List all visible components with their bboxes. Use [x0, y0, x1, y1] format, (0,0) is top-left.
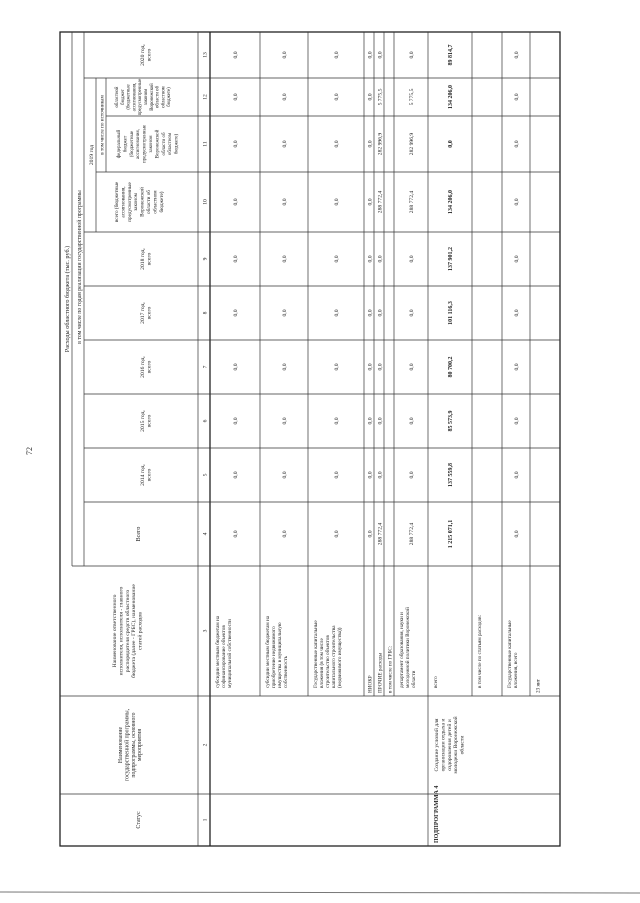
table-row [507, 51, 520, 688]
y2015-header [140, 410, 152, 432]
row-value: 0,0 [367, 51, 374, 59]
row-executor [398, 607, 417, 688]
row-value: 0,0 [514, 417, 520, 425]
column-number: 4 [202, 532, 209, 536]
text-line: Статус [136, 811, 142, 829]
row-value: 89 814,7 [448, 44, 454, 66]
text-line: ассигнования, [136, 129, 142, 159]
row-status [434, 786, 440, 843]
text-line: бюджете) [167, 87, 173, 107]
text-line: ПОДПРОГРАММА 4 [434, 785, 440, 843]
y2016-header [140, 356, 152, 378]
text-line: (недвижимого имущества)) [337, 627, 343, 688]
text-line: капитального строительства [331, 625, 337, 688]
row-value: 0,0 [233, 140, 239, 148]
row-name [433, 716, 466, 773]
table-body [214, 45, 542, 844]
table-row [477, 614, 483, 688]
row-value: 0,0 [282, 198, 288, 206]
text-line: Наименование [118, 726, 124, 764]
page-edge [0, 892, 640, 893]
row-value: 0,0 [367, 471, 374, 479]
text-line: вложения (в том числе [319, 638, 325, 688]
text-line: департамент образования, науки и [399, 612, 405, 688]
text-line: предусмотренные [142, 124, 148, 164]
text-line: всего [146, 360, 153, 374]
row-value: 0,0 [334, 93, 340, 101]
row-value: 0,0 [233, 530, 239, 538]
text-line: Создание условий для [434, 718, 440, 772]
row-value: 288 772,4 [409, 522, 415, 546]
text-line: субсидии местным бюджетам на [215, 615, 221, 688]
row-value: 0,0 [377, 309, 384, 317]
text-line: областной [115, 86, 120, 108]
table-row [313, 51, 343, 688]
row-value: 0,0 [233, 255, 239, 263]
row-executor: ПРОЧИЕ расходы [377, 653, 384, 693]
row-value: 85 573,9 [448, 410, 454, 432]
row-value: 0,0 [377, 255, 384, 263]
name-header [118, 708, 143, 781]
row-value: 0,0 [409, 471, 415, 479]
row-value: 0,0 [334, 198, 340, 206]
column-number: 10 [202, 199, 209, 205]
row-value: 0,0 [367, 309, 374, 317]
row-value: 0,0 [377, 471, 384, 479]
text-line: 2016 год, [140, 356, 146, 378]
row-value: 0,0 [334, 255, 340, 263]
row-executor [433, 676, 439, 688]
text-line: ассигнования, [132, 82, 138, 112]
text-line: законом [133, 193, 140, 211]
row-value: 282 996,9 [409, 132, 415, 156]
row-value: 134 206,0 [448, 190, 454, 214]
text-line: всего [146, 48, 153, 62]
year-2019-label: 2019 год [89, 144, 95, 166]
row-value: 0,0 [514, 140, 520, 148]
row-value: 0,0 [334, 417, 340, 425]
row-value: 0,0 [233, 198, 239, 206]
text-line: приобретение недвижимого [271, 626, 277, 688]
text-line: Воронежской [155, 129, 161, 159]
y2018-header [140, 248, 152, 270]
row-value: 0,0 [367, 363, 374, 371]
row-value: 288 772,4 [377, 190, 384, 214]
row-executor: в том числе по ГРБС: [387, 645, 394, 693]
y2017-header [140, 302, 152, 324]
text-line: области об [161, 132, 167, 156]
text-line: предусмотренные [138, 78, 144, 116]
row-value: 0,0 [233, 93, 239, 101]
row-value: 0,0 [514, 471, 520, 479]
table-row [388, 645, 394, 693]
text-line: государственной программы, [124, 708, 131, 782]
by-source-label: в том числе по источникам [99, 95, 106, 155]
row-value: 0,0 [514, 309, 520, 317]
text-line: федеральный [117, 129, 122, 159]
column-number: 7 [202, 365, 209, 369]
row-executor [507, 620, 519, 688]
text-line: областном [161, 86, 167, 108]
text-line: Наименование ответственного [112, 594, 118, 668]
row-value: 0,0 [334, 363, 340, 371]
text-line: всего [146, 306, 153, 320]
y2019-total-header [113, 181, 165, 222]
row-executor [214, 615, 233, 688]
text-line: Воронежской [149, 83, 155, 111]
row-executor [313, 620, 343, 688]
text-line: молодежной политики Воронежской [405, 607, 411, 688]
table-row [433, 45, 466, 844]
column-number: 2 [202, 743, 209, 747]
text-line: 2020 год, [140, 44, 146, 66]
row-value: 0,0 [233, 51, 239, 59]
text-line: всего (бюджетные [114, 181, 120, 223]
column-number: 3 [202, 629, 209, 633]
row-value: 0,0 [377, 417, 384, 425]
row-value: 80 700,2 [448, 356, 454, 378]
text-line: предусмотренные [126, 182, 133, 222]
text-line: бюджета (далее - ГРБС), наименование [131, 584, 138, 678]
table-row [264, 51, 289, 688]
text-line: имущества в муниципальную [277, 622, 283, 688]
row-value: 0,0 [282, 417, 288, 425]
row-value: 0,0 [514, 51, 520, 59]
text-line: собственность [283, 655, 289, 688]
row-value: 0,0 [334, 140, 340, 148]
row-value: 0,0 [334, 51, 340, 59]
text-line: областном [168, 132, 174, 156]
table-row [536, 678, 542, 693]
column-number: 1 [202, 818, 209, 822]
text-line: муниципальной собственности [227, 619, 233, 688]
row-value: 0,0 [282, 471, 288, 479]
row-value: 0,0 [377, 363, 384, 371]
status-header [136, 811, 142, 829]
page-number: 72 [25, 447, 34, 455]
row-value: 0,0 [367, 140, 374, 148]
text-line: 2015 год, [140, 410, 146, 432]
text-line: всего [146, 414, 153, 428]
text-line: организации отдыха и [440, 718, 447, 772]
text-line: в том числе по статьям расходов: [477, 614, 483, 688]
row-value: 0,0 [282, 93, 288, 101]
column-number: 8 [202, 311, 209, 315]
column-number: 6 [202, 419, 209, 423]
row-value: 0,0 [282, 255, 288, 263]
column-number: 13 [202, 52, 209, 58]
row-value: 0,0 [514, 255, 520, 263]
row-value: 0,0 [233, 471, 239, 479]
row-value: 0,0 [409, 51, 415, 59]
y2020-header [140, 44, 152, 66]
text-line: мероприятия [137, 728, 144, 762]
row-value: 0,0 [334, 309, 340, 317]
total-header [136, 527, 142, 542]
row-value: 0,0 [377, 51, 384, 59]
row-value: 0,0 [282, 309, 288, 317]
row-value: 0,0 [409, 363, 415, 371]
executor-header [112, 584, 144, 678]
row-value: 0,0 [233, 363, 239, 371]
row-value: 0,0 [367, 530, 374, 538]
text-line: области об [155, 85, 161, 109]
y2019-regional-header [115, 79, 172, 116]
row-value: 0,0 [233, 309, 239, 317]
row-value: 282 996,9 [377, 132, 384, 156]
row-value: 0,0 [409, 417, 415, 425]
text-line: области об [146, 190, 152, 214]
row-value: 0,0 [282, 530, 288, 538]
row-value: 101 116,3 [448, 301, 454, 325]
budget-table [60, 32, 560, 846]
column-number: 5 [202, 473, 209, 477]
row-value: 0,0 [514, 198, 520, 206]
row-value: 0,0 [409, 309, 415, 317]
text-line: подпрограммы, основного [130, 712, 137, 778]
text-line: бюджете) [158, 191, 165, 213]
text-line: распорядителя средств областного [124, 589, 131, 673]
text-line: 2018 год, [140, 248, 146, 270]
table-row [398, 51, 417, 688]
text-line: Всего [136, 526, 142, 542]
row-value: 0,0 [448, 140, 454, 148]
row-value: 0,0 [334, 471, 340, 479]
row-value: 0,0 [334, 530, 340, 538]
y2014-header [140, 464, 152, 486]
row-executor: НИОКР [367, 675, 374, 693]
text-line: 2017 год, [140, 302, 146, 324]
row-value: 5 775,5 [409, 88, 415, 106]
row-value: 137 559,8 [448, 463, 454, 487]
text-line: статей расходов [137, 612, 144, 650]
row-value: 0,0 [282, 363, 288, 371]
row-value: 137 901,2 [448, 247, 454, 271]
y2019-federal-header [117, 124, 180, 163]
table-row [214, 51, 239, 688]
table-row [368, 51, 374, 693]
column-number: 12 [202, 94, 209, 100]
text-line: строительство объектов [325, 635, 331, 688]
text-line: областном [152, 190, 159, 214]
row-value: 0,0 [409, 255, 415, 263]
row-value: 134 206,0 [448, 85, 454, 109]
by-years-title: в том числе по годам реализации государственной программы [77, 190, 83, 344]
text-line: законом [144, 88, 149, 106]
budget-title: Расходы областного бюджета (тыс. руб.) [64, 245, 71, 353]
row-value: 288 772,4 [377, 522, 384, 546]
row-value: 0,0 [233, 417, 239, 425]
row-executor: 23 янт [535, 679, 542, 693]
text-line: бюджет [123, 135, 129, 153]
column-number: 11 [202, 141, 209, 147]
text-line: ассигнования, [120, 186, 127, 218]
row-value: 0,0 [282, 140, 288, 148]
text-line: Государственные капитальные [507, 620, 513, 688]
row-value: 0,0 [367, 198, 374, 206]
row-executor [264, 615, 289, 688]
text-line: Воронежской [139, 187, 146, 217]
text-line: 2014 год, [140, 464, 146, 486]
text-line: области [459, 735, 466, 755]
text-line: Государственные капитальные [313, 620, 319, 688]
row-value: 5 775,5 [377, 88, 384, 106]
text-line: бюджете) [174, 133, 180, 155]
row-executor [477, 614, 483, 688]
table-row [378, 51, 384, 693]
row-value: 0,0 [367, 417, 374, 425]
column-number: 9 [202, 257, 209, 261]
text-line: (бюджетные [129, 130, 135, 158]
row-value: 0,0 [282, 51, 288, 59]
table-header [64, 44, 180, 829]
text-line: всего [433, 676, 439, 688]
text-line: молодежи Воронежской [453, 716, 460, 774]
text-line: бюджет [120, 89, 126, 105]
text-line: субсидии местным бюджетам на [265, 615, 271, 688]
text-line: всего [146, 468, 153, 482]
column-number-row [203, 52, 209, 821]
row-value: 288 772,4 [409, 190, 415, 214]
row-value: 0,0 [367, 255, 374, 263]
row-value: 0,0 [514, 530, 520, 538]
row-value: 0,0 [367, 93, 374, 101]
row-value: 0,0 [514, 363, 520, 371]
text-line: софинансирование объектов [221, 625, 227, 688]
text-line: вложения, всего [513, 652, 519, 688]
text-line: законом [149, 135, 154, 153]
text-line: (бюджетные [126, 84, 132, 110]
text-line: исполнителя, исполнителя - главного [118, 586, 125, 676]
text-line: всего [146, 252, 153, 266]
row-value: 0,0 [514, 93, 520, 101]
text-line: области [411, 670, 417, 688]
text-line: оздоровления детей и [446, 719, 453, 771]
row-value: 1 215 071,1 [448, 519, 454, 549]
